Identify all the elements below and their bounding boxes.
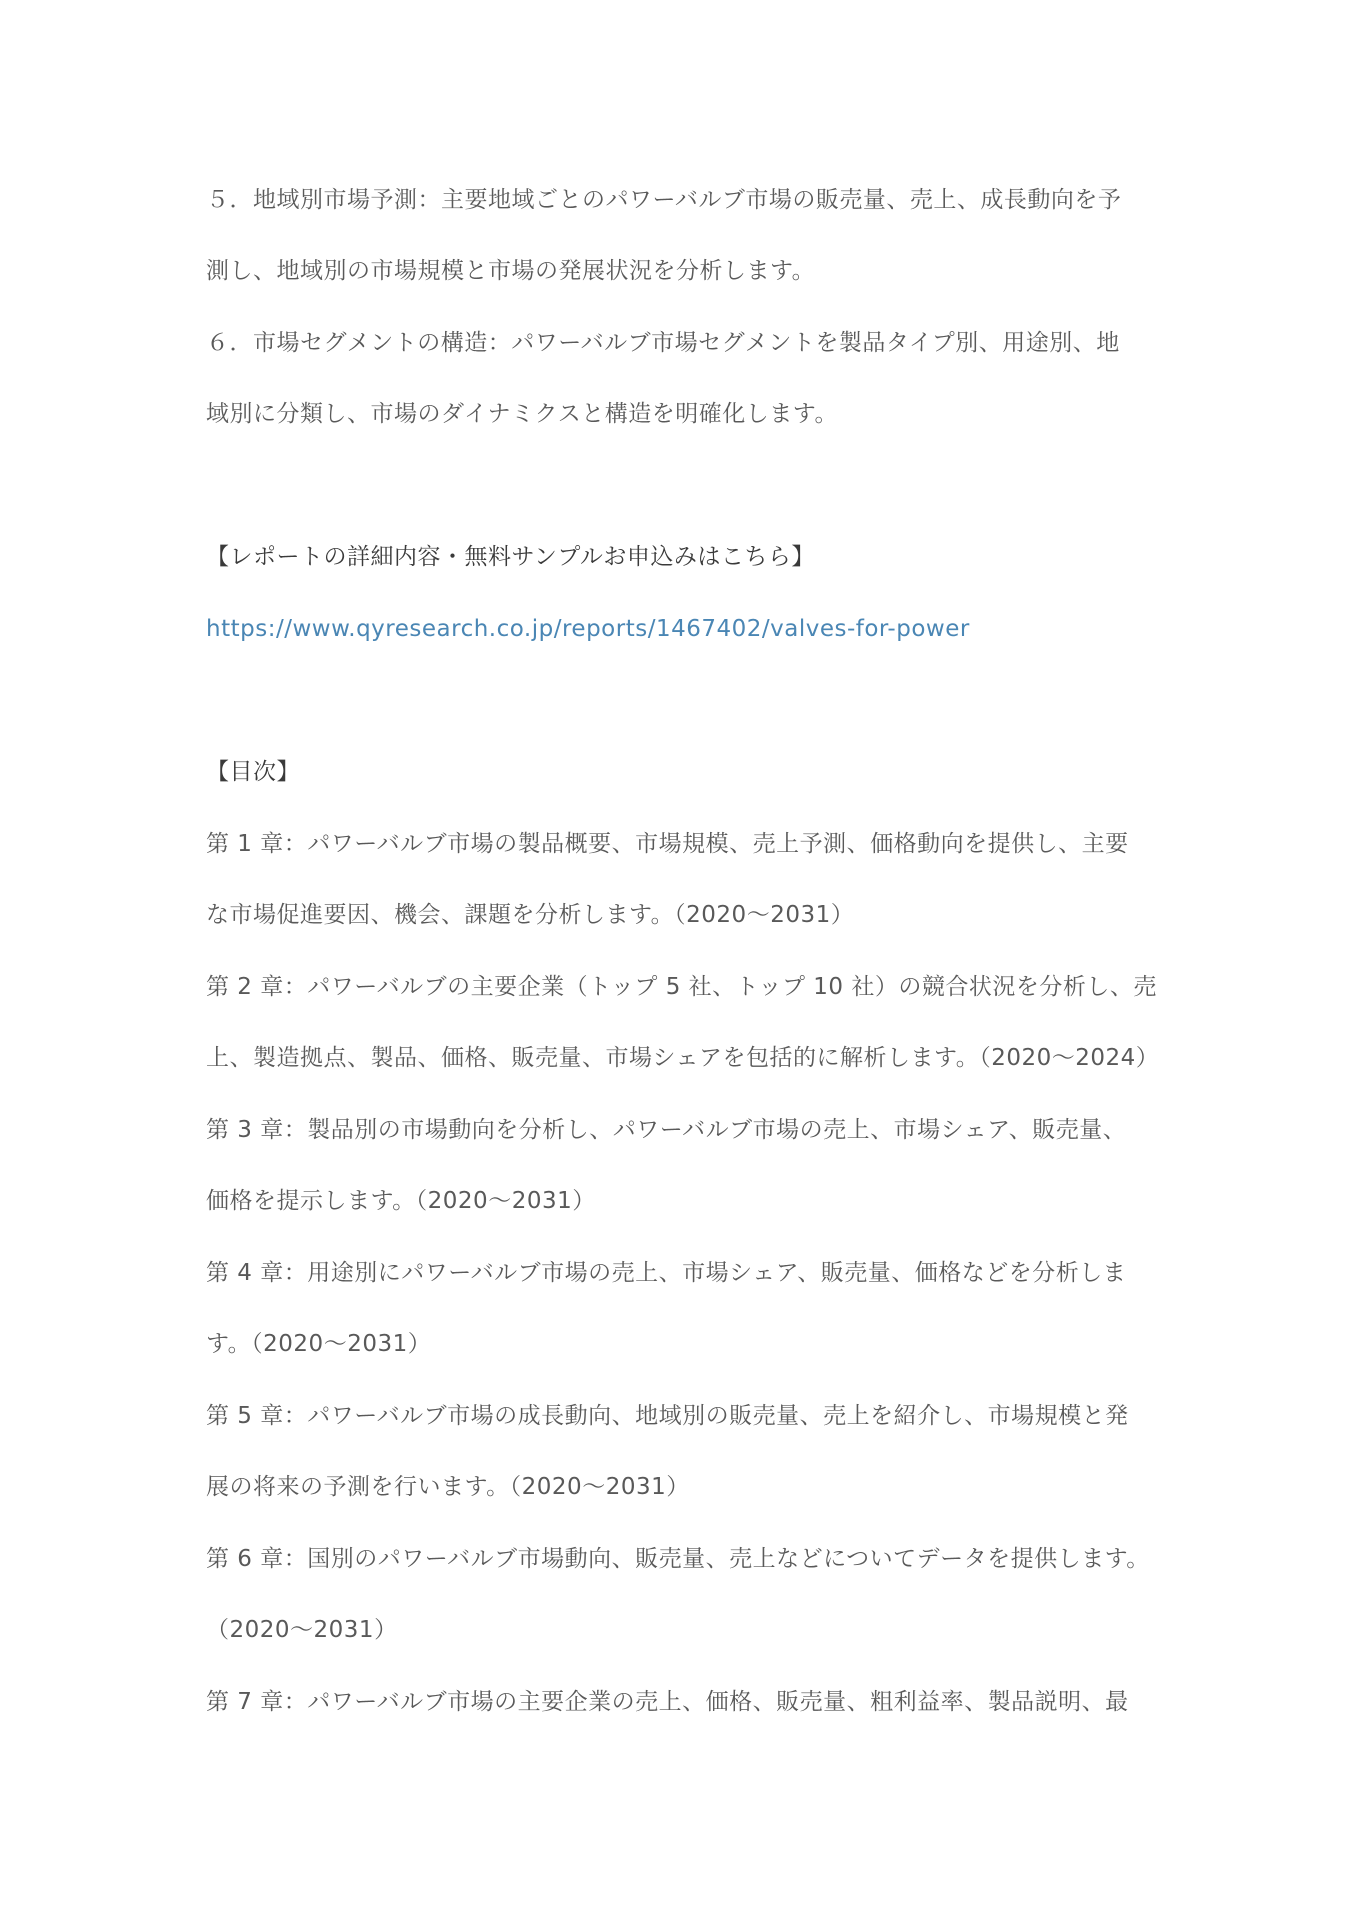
toc-chapter1-line1: 第 1 章：パワーバルブ市場の製品概要、市場規模、売上予測、価格動向を提供し、主要 <box>206 831 1129 857</box>
item6-line2: 域別に分類し、市場のダイナミクスと構造を明確化します。 <box>206 401 838 427</box>
toc-chapter2-line1: 第 2 章：パワーバルブの主要企業（トップ 5 社、トップ 10 社）の競合状況を分析し、売 <box>206 974 1157 1000</box>
report-detail-heading: 【レポートの詳細内容・無料サンプルお申込みはこちら】 <box>206 544 815 570</box>
toc-chapter4-line2: す。（2020～2031） <box>206 1331 432 1357</box>
toc-chapter1-line2: な市場促進要因、機会、課題を分析します。（2020～2031） <box>206 902 855 928</box>
toc-chapter2-line2: 上、製造拠点、製品、価格、販売量、市場シェアを包括的に解析します。（2020～2024） <box>206 1045 1160 1071</box>
item5-line2: 測し、地域別の市場規模と市場の発展状況を分析します。 <box>206 258 816 284</box>
item6-line1: ６．市場セグメントの構造：パワーバルブ市場セグメントを製品タイプ別、用途別、地 <box>206 330 1120 356</box>
toc-chapter7-line1: 第 7 章：パワーバルブ市場の主要企業の売上、価格、販売量、粗利益率、製品説明、最 <box>206 1689 1129 1715</box>
toc-chapter4-line1: 第 4 章：用途別にパワーバルブ市場の売上、市場シェア、販売量、価格などを分析しま <box>206 1260 1127 1286</box>
toc-chapter5-line1: 第 5 章：パワーバルブ市場の成長動向、地域別の販売量、売上を紹介し、市場規模と発 <box>206 1403 1129 1429</box>
toc-heading: 【目次】 <box>206 759 300 785</box>
item5-line1: ５．地域別市場予測：主要地域ごとのパワーバルブ市場の販売量、売上、成長動向を予 <box>206 187 1122 213</box>
toc-chapter3-line1: 第 3 章：製品別の市場動向を分析し、パワーバルブ市場の売上、市場シェア、販売量、 <box>206 1117 1127 1143</box>
toc-chapter6-line1: 第 6 章：国別のパワーバルブ市場動向、販売量、売上などについてデータを提供します。 <box>206 1546 1150 1572</box>
toc-chapter3-line2: 価格を提示します。（2020～2031） <box>206 1188 596 1214</box>
report-url-link[interactable]: https://www.qyresearch.co.jp/reports/1467402/valves-for-power <box>206 616 970 642</box>
toc-chapter5-line2: 展の将来の予測を行います。（2020～2031） <box>206 1474 690 1500</box>
toc-chapter6-line2: （2020～2031） <box>206 1617 398 1643</box>
